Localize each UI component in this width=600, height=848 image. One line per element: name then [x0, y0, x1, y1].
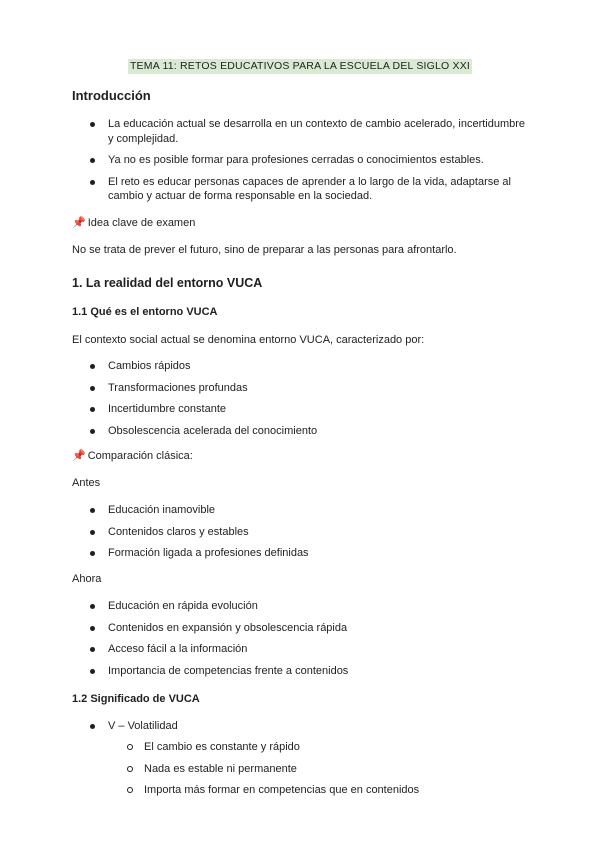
- list-item: El cambio es constante y rápido: [0, 740, 544, 755]
- key-idea-text: No se trata de prever el futuro, sino de preparar a las personas para afrontarlo.: [72, 244, 457, 256]
- title-wrap: [0, 56, 600, 74]
- now-list: [0, 599, 600, 678]
- hollow-bullet-icon: [127, 744, 133, 750]
- bullet-icon: [90, 724, 95, 729]
- list-item: Educación inamovible: [0, 503, 530, 518]
- key-idea-label: 📌 Idea clave de examen: [72, 217, 196, 229]
- bullet-icon: [90, 122, 95, 127]
- list-item: V – Volatilidad: [0, 719, 530, 734]
- section-1-heading: 1. La realidad del entorno VUCA: [72, 276, 263, 290]
- intro-heading: Introducción: [72, 88, 151, 103]
- list-item: Contenidos claros y estables: [0, 525, 530, 540]
- bullet-icon: [90, 669, 95, 674]
- hollow-bullet-icon: [127, 766, 133, 772]
- vuca-intro-text: El contexto social actual se denomina entorno VUCA, caracterizado por:: [72, 334, 425, 346]
- bullet-icon: [90, 604, 95, 609]
- list-item: Importa más formar en competencias que en contenidos: [0, 783, 544, 798]
- bullet-icon: [90, 508, 95, 513]
- list-item: Formación ligada a profesiones definidas: [0, 546, 530, 561]
- bullet-icon: [90, 647, 95, 652]
- comparison-label: 📌 Comparación clásica:: [72, 450, 193, 462]
- list-item: Obsolescencia acelerada del conocimiento: [0, 424, 530, 439]
- list-item: Transformaciones profundas: [0, 381, 530, 396]
- bullet-icon: [90, 551, 95, 556]
- bullet-icon: [90, 626, 95, 631]
- pushpin-icon: 📌: [72, 217, 86, 229]
- bullet-icon: [90, 386, 95, 391]
- list-item: Acceso fácil a la información: [0, 642, 530, 657]
- bullet-icon: [90, 180, 95, 185]
- bullet-icon: [90, 530, 95, 535]
- list-item: La educación actual se desarrolla en un contexto de cambio acelerado, incertidumbre y complejidad.: [0, 117, 530, 146]
- before-label: Antes: [72, 477, 101, 489]
- list-item: Educación en rápida evolución: [0, 599, 530, 614]
- volatility-sub-list: [0, 740, 600, 798]
- list-item: Ya no es posible formar para profesiones cerradas o conocimientos estables.: [0, 153, 530, 168]
- before-list: [0, 503, 600, 561]
- bullet-icon: [90, 364, 95, 369]
- bullet-icon: [90, 429, 95, 434]
- list-item: Nada es estable ni permanente: [0, 762, 544, 777]
- intro-bullet-list: [0, 117, 600, 204]
- hollow-bullet-icon: [127, 787, 133, 793]
- pushpin-icon: 📌: [72, 450, 86, 462]
- vuca-meaning-list: [0, 719, 600, 734]
- section-1-1-heading: 1.1 Qué es el entorno VUCA: [72, 306, 218, 318]
- bullet-icon: [90, 158, 95, 163]
- now-label: Ahora: [72, 573, 102, 585]
- section-1-2-heading: 1.2 Significado de VUCA: [72, 693, 200, 705]
- list-item: Contenidos en expansión y obsolescencia rápida: [0, 621, 530, 636]
- list-item: El reto es educar personas capaces de aprender a lo largo de la vida, adaptarse al cambio y actuar de forma responsable en la sociedad.: [0, 175, 530, 204]
- document-title: TEMA 11: RETOS EDUCATIVOS PARA LA ESCUELA DEL SIGLO XXI: [129, 60, 471, 72]
- list-item: Importancia de competencias frente a contenidos: [0, 664, 530, 679]
- list-item: Incertidumbre constante: [0, 402, 530, 417]
- list-item: Cambios rápidos: [0, 359, 530, 374]
- vuca-characteristics-list: [0, 359, 600, 438]
- bullet-icon: [90, 407, 95, 412]
